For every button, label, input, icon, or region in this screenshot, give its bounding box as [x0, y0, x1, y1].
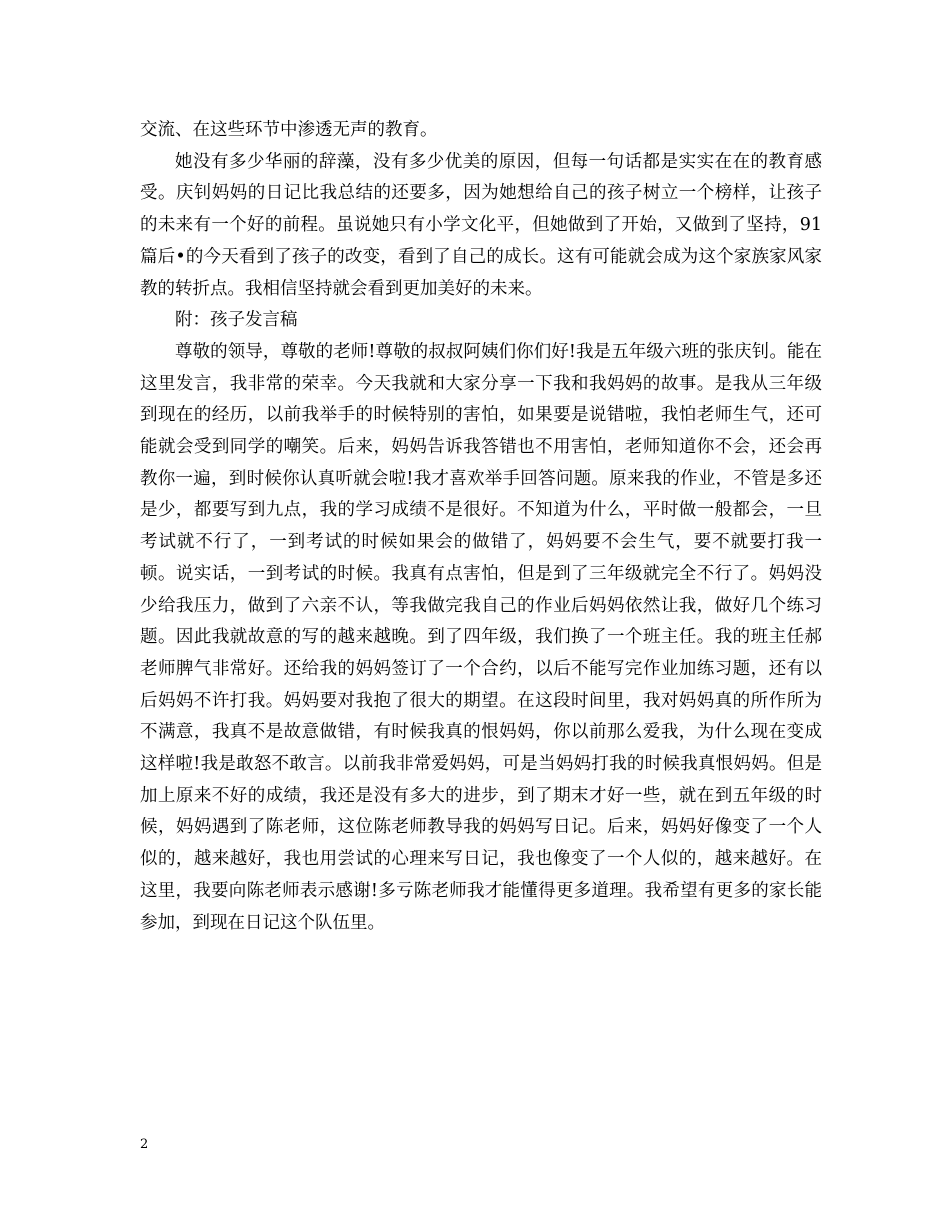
paragraph-reflection: 她没有多少华丽的辞藻，没有多少优美的原因，但每一句话都是实实在在的教育感受。庆钊妈妈的日记比我总结的还要多，因为她想给自己的孩子树立一个榜样，让孩子的未来有一个好的前程。虽说她只有小学文化平，但她做到了开始，又做到了坚持，91篇后•的今天看到了孩子的改变，看到了自己的成长。这有可能就会成为这个家族家风家教的转折点。我相信坚持就会看到更加美好的未来。 — [140, 151, 822, 299]
paragraph-child-speech: 尊敬的领导，尊敬的老师!尊敬的叔叔阿姨们你们好!我是五年级六班的张庆钊。能在这里发言，我非常的荣幸。今天我就和大家分享一下我和我妈妈的故事。是我从三年级到现在的经历，以前我举手的时候特别的害怕，如果要是说错啦，我怕老师生气，还可能就会受到同学的嘲笑。后来，妈妈告诉我答错也不用害怕，老师知道你不会，还会再教你一遍，到时候你认真听就会啦!我才喜欢举手回答问题。原来我的作业，不管是多还是少，都要写到九点，我的学习成绩不是很好。不知道为什么，平时做一般都会，一旦考试就不行了，一到考试的时候如果会的做错了，妈妈要不会生气，要不就要打我一顿。说实话，一到考试的时候。我真有点害怕，但是到了三年级就完全不行了。妈妈没少给我压力，做到了六亲不认，等我做完我自己的作业后妈妈依然让我，做好几个练习题。因此我就故意的写的越来越晚。到了四年级，我们换了一个班主任。我的班主任郝老师脾气非常好。还给我的妈妈签订了一个合约，以后不能写完作业加练习题，还有以后妈妈不许打我。妈妈要对我抱了很大的期望。在这段时间里，我对妈妈真的所作所为不满意，我真不是故意做错，有时候我真的恨妈妈，你以前那么爱我，为什么现在变成这样啦!我是敢怒不敢言。以前我非常爱妈妈，可是当妈妈打我的时候我真恨妈妈。但是加上原来不好的成绩，我还是没有多大的进步，到了期末才好一些，就在到五年级的时候，妈妈遇到了陈老师，这位陈老师教导我的妈妈写日记。后来，妈妈好像变了一个人似的，越来越好，我也用尝试的心理来写日记，我也像变了一个人似的，越来越好。在这里，我要向陈老师表示感谢!多亏陈老师我才能懂得更多道理。我希望有更多的家长能参加，到现在日记这个队伍里。 — [140, 341, 822, 933]
page-number: 2 — [140, 1137, 149, 1152]
paragraph-appendix-heading: 附：孩子发言稿 — [175, 310, 298, 331]
paragraph-continuation: 交流、在这些环节中渗透无声的教育。 — [140, 120, 438, 140]
body-text — [140, 115, 822, 939]
